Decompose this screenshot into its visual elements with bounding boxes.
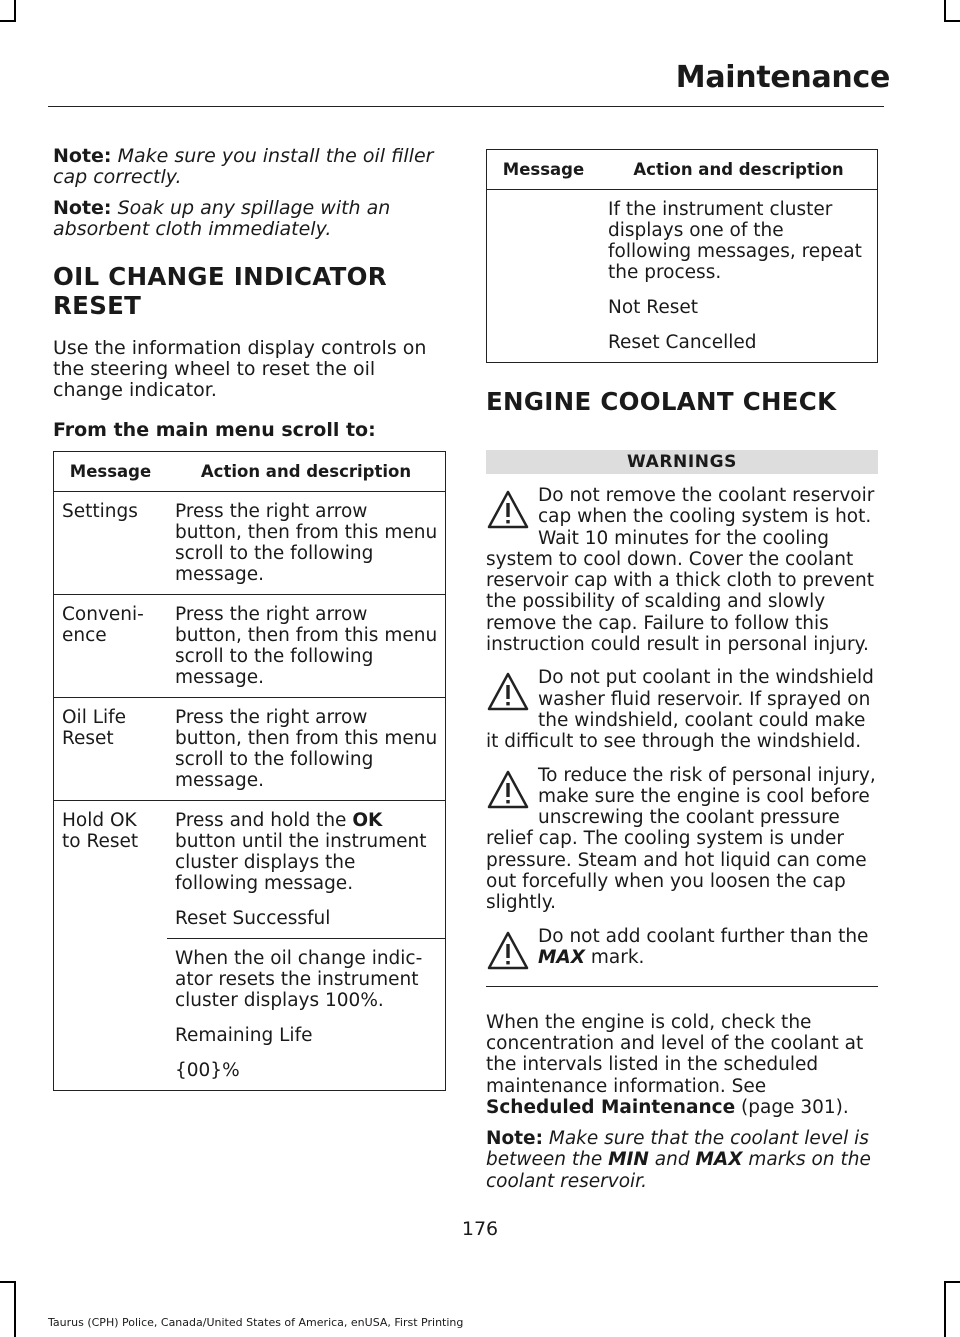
page-title: Maintenance (675, 60, 890, 95)
warning-triangle-icon (486, 769, 530, 811)
page-number: 176 (461, 1218, 499, 1240)
column-header-message: Message (487, 150, 601, 190)
scheduled-maintenance-link[interactable]: Scheduled Maintenance (486, 1096, 736, 1118)
table-row: Hold OK to Reset Press and hold the OK button until the instrument cluster displays the following message. Reset Successful (54, 801, 446, 939)
table-row: When the oil change indic-ator resets the instrument cluster displays 100%. Remaining Life {00}% (175, 948, 423, 1081)
note-oil-filler-cap: Note: Make sure you install the oil filler cap correctly. (53, 145, 434, 188)
section-heading-oil-change: OIL CHANGE INDICATOR RESET (53, 262, 387, 320)
crop-mark (0, 1281, 16, 1283)
reset-failure-table (486, 149, 878, 363)
warning-item: Do not put coolant in the windshield washer fluid reservoir. If sprayed on the windshield, coolant could make it difficult to see through the windshield. (486, 667, 874, 753)
crop-mark (944, 1281, 946, 1337)
intro-paragraph: Use the information display controls on the steering wheel to reset the oil change indicator. (53, 337, 427, 401)
table-row: Conveni-ence Press the right arrow button, then from this menu scroll to the following message. (54, 595, 446, 698)
table-row: Oil Life Reset Press the right arrow button, then from this menu scroll to the following message. (54, 698, 446, 801)
warning-triangle-icon (486, 671, 530, 713)
crop-mark (14, 0, 16, 22)
warning-item: Do not add coolant further than the MAX mark. (486, 926, 878, 987)
table-row: If the instrument cluster displays one of the following messages, repeat the process. Not Reset Reset Cancelled (608, 199, 862, 353)
warning-triangle-icon (486, 930, 530, 972)
left-column (53, 146, 446, 1091)
section-heading-coolant: ENGINE COOLANT CHECK (486, 387, 837, 416)
column-header-message: Message (54, 452, 168, 492)
warning-triangle-icon (486, 489, 530, 531)
crop-mark (0, 20, 16, 22)
crop-mark (944, 20, 960, 22)
scroll-label: From the main menu scroll to: (53, 419, 376, 441)
note-spillage: Note: Soak up any spillage with an absorbent cloth immediately. (53, 197, 391, 240)
table-row: Settings Press the right arrow button, then from this menu scroll to the following message. (54, 492, 446, 595)
oil-reset-table (53, 451, 446, 1091)
crop-mark (944, 0, 946, 22)
warning-item: Do not remove the coolant reservoir cap when the cooling system is hot. Wait 10 minutes for the cooling system to cool down. Cover the coolant reservoir cap with a thick cloth to prevent the possibility of scalding and slowly remove the cap. Failure to follow this instruction could result in personal injury. (486, 485, 875, 656)
crop-mark (944, 1281, 960, 1283)
right-column (486, 146, 878, 1192)
warning-item: To reduce the risk of personal injury, make sure the engine is cool before unscrewing the coolant pressure relief cap. The cooling system is under pressure. Steam and hot liquid can come out forcefully when you loosen the cap slightly. (486, 764, 876, 914)
crop-mark (14, 1281, 16, 1337)
note-coolant-level: Note: Make sure that the coolant level is between the MIN and MAX marks on the coolant reservoir. (486, 1128, 871, 1192)
coolant-check-paragraph: When the engine is cold, check the concentration and level of the coolant at the intervals listed in the scheduled maintenance information. See Scheduled Maintenance (page 301). (486, 1011, 864, 1118)
column-header-action: Action and description (600, 150, 878, 190)
page-header (48, 52, 890, 107)
column-header-action: Action and description (167, 452, 446, 492)
warnings-banner: WARNINGS (486, 450, 878, 474)
footer-text: Taurus (CPH) Police, Canada/United States of America, enUSA, First Printing (48, 1316, 464, 1329)
